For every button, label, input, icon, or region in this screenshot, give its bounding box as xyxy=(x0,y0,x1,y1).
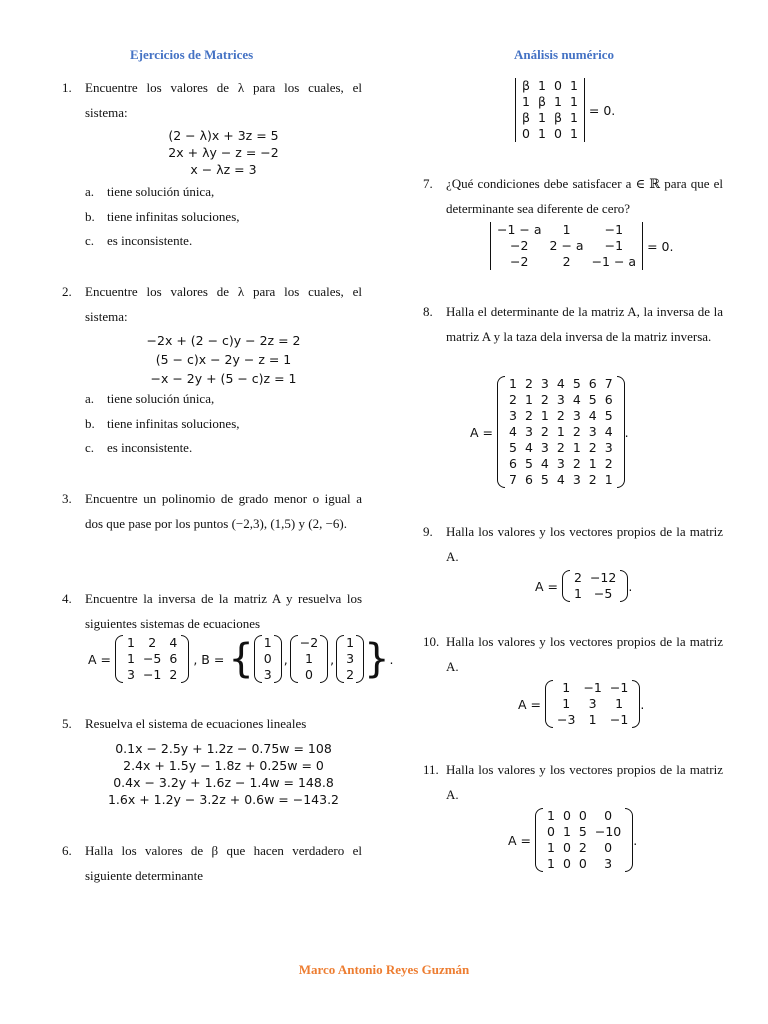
matrix-cell: −5 xyxy=(593,586,613,601)
matrix-cell: 3 xyxy=(540,440,549,455)
matrix-cell: 4 xyxy=(572,392,581,407)
matrix-row xyxy=(123,651,181,667)
matrix-row xyxy=(493,238,640,254)
matrix-cell: 4 xyxy=(588,408,597,423)
option-a: a. tiene solución única, xyxy=(85,184,215,199)
matrix-cell: 2 xyxy=(556,440,565,455)
matrix-cell: 1 xyxy=(574,586,582,601)
matrix-row xyxy=(518,78,582,94)
matrix-cell: 0 xyxy=(562,840,571,855)
matrix-cell: 0 xyxy=(604,808,613,823)
matrix-cell: 2 xyxy=(540,424,549,439)
option-b: b. tiene infinitas soluciones, xyxy=(85,208,240,224)
matrix-cell: 0 xyxy=(578,808,587,823)
matrix-cell: 1 xyxy=(547,856,555,871)
matrix-cell: 5 xyxy=(578,824,587,839)
exercise-1-equations xyxy=(85,127,362,178)
matrix-row xyxy=(505,408,617,424)
exercise-2-number: 2. xyxy=(62,284,72,299)
matrix-cell: 1 xyxy=(127,651,135,666)
matrix-cell: 2 xyxy=(588,472,597,487)
matrix-cell: 2 xyxy=(604,456,613,471)
exercise-5-text: Resuelva el sistema de ecuaciones lineales xyxy=(85,716,307,731)
matrix-row xyxy=(553,680,632,696)
exercise-9-matrix: A = 2 −12 1 −5 . xyxy=(535,570,633,601)
matrix-cell: 2 xyxy=(556,408,565,423)
equation: −x − 2y + (5 − c)z = 1 xyxy=(150,371,297,386)
matrix-cell: 6 xyxy=(169,651,178,666)
exercise-8-number: 8. xyxy=(423,304,433,319)
matrix-cell: −1 xyxy=(583,680,602,695)
option-b: b. tiene infinitas soluciones, xyxy=(85,415,240,431)
determinant-cell: 1 xyxy=(538,126,546,141)
determinant-cell: 0 xyxy=(553,78,562,93)
exercise-11-matrix: A = 1 0 0 0 0 1 5 −10 1 0 2 0 1 0 0 3 . xyxy=(508,808,638,871)
matrix-cell: 7 xyxy=(509,472,517,487)
exercise-9-text: Halla los valores y los vectores propios de la matriz A. xyxy=(446,524,723,564)
vector-cell: 0 xyxy=(263,651,272,666)
matrix-cell: 1 xyxy=(547,808,555,823)
matrix-cell: 5 xyxy=(604,408,613,423)
equation: 2x + λy − z = −2 xyxy=(168,145,279,160)
matrix-row xyxy=(543,808,625,824)
matrix-cell: 2 xyxy=(148,635,157,650)
matrix-cell: 4 xyxy=(556,472,565,487)
matrix-cell: 0 xyxy=(562,856,571,871)
determinant-cell: −1 xyxy=(604,238,624,253)
option-c: c. es inconsistente. xyxy=(85,233,193,248)
matrix-cell: 3 xyxy=(604,440,613,455)
exercise-5-equations xyxy=(85,740,362,808)
matrix-cell: 1 xyxy=(556,424,565,439)
determinant-cell: 1 xyxy=(562,222,571,237)
vector-cell: 2 xyxy=(346,667,355,682)
vector-cell: 1 xyxy=(304,651,313,666)
matrix-cell: 1 xyxy=(604,472,613,487)
equation: (5 − c)x − 2y − z = 1 xyxy=(155,352,292,367)
matrix-cell: −10 xyxy=(594,824,622,839)
exercise-6-determinant: β 1 0 1 1 β 1 1 β 1 β 1 0 1 0 1 = 0. xyxy=(515,78,615,142)
exercise-8-matrix: A = 1 2 3 4 5 6 7 2 1 2 3 4 5 6 3 2 1 2 3 4 5 4 3 2 1 2 3 4 5 4 3 2 1 2 3 6 5 4 3 2 1 2 7 6 5 4 3 2 1 . xyxy=(470,376,629,487)
determinant-cell: 0 xyxy=(522,126,530,141)
vector-cell: 3 xyxy=(346,651,355,666)
exercise-2-text: Encuentre los valores de λ para los cuales, el sistema: xyxy=(85,284,362,324)
matrix-cell: 2 xyxy=(524,376,533,391)
determinant-cell: 2 − a xyxy=(549,238,584,253)
matrix-row xyxy=(493,222,640,238)
matrix-cell: 1 xyxy=(572,440,581,455)
matrix-row xyxy=(505,440,617,456)
matrix-cell: 1 xyxy=(509,376,517,391)
matrix-cell: 0 xyxy=(578,856,587,871)
matrix-row xyxy=(123,667,181,683)
option-c: c. es inconsistente. xyxy=(85,440,193,455)
vector-cell: −2 xyxy=(299,635,319,650)
matrix-row xyxy=(518,94,582,110)
matrix-row xyxy=(505,392,617,408)
matrix-cell: 3 xyxy=(524,424,533,439)
exercise-7-determinant: −1 − a 1 −1 −2 2 − a −1 −2 2 −1 − a = 0. xyxy=(490,222,673,270)
matrix-cell: 3 xyxy=(572,408,581,423)
matrix-cell: 1 xyxy=(562,680,571,695)
matrix-cell: 4 xyxy=(169,635,178,650)
exercise-9-number: 9. xyxy=(423,524,433,539)
matrix-cell: −12 xyxy=(589,570,617,585)
matrix-cell: 4 xyxy=(509,424,517,439)
determinant-cell: 2 xyxy=(562,254,571,269)
matrix-cell: 0 xyxy=(604,840,613,855)
matrix-cell: 1 xyxy=(562,824,571,839)
option-a: a. tiene solución única, xyxy=(85,391,215,406)
matrix-b-label: , B = xyxy=(193,651,225,667)
matrix-cell: 1 xyxy=(588,712,597,727)
matrix-cell: 1 xyxy=(127,635,135,650)
matrix-cell: 2 xyxy=(540,392,549,407)
matrix-cell: 1 xyxy=(540,408,549,423)
matrix-cell: 3 xyxy=(588,424,597,439)
matrix-cell: 2 xyxy=(572,424,581,439)
equation: (2 − λ)x + 3z = 5 xyxy=(168,128,279,143)
matrix-row xyxy=(505,456,617,472)
matrix-row xyxy=(505,424,617,440)
column-vector xyxy=(290,635,328,683)
matrix-cell: 5 xyxy=(540,472,549,487)
equation: 0.1x − 2.5y + 1.2z − 0.75w = 108 xyxy=(115,741,332,756)
matrix-cell: 3 xyxy=(127,667,135,682)
equation: 0.4x − 3.2y + 1.6z − 1.4w = 148.8 xyxy=(113,775,334,790)
matrix-cell: 3 xyxy=(604,856,613,871)
determinant-cell: 1 xyxy=(569,126,578,141)
determinant-cell: −2 xyxy=(510,254,529,269)
determinant-cell: 1 xyxy=(553,94,562,109)
matrix-row xyxy=(543,840,625,856)
matrix-cell: 2 xyxy=(574,570,582,585)
determinant-cell: 1 xyxy=(538,110,546,125)
matrix-cell: 3 xyxy=(556,456,565,471)
matrix-cell: 4 xyxy=(540,456,549,471)
page-header-right: Análisis numérico xyxy=(514,47,615,62)
determinant-cell: β xyxy=(522,110,530,125)
vector-cell: 1 xyxy=(346,635,355,650)
exercise-3-text: Encuentre un polinomio de grado menor o igual a dos que pase por los puntos (−2,3), (1,5) y (2, −6). xyxy=(85,491,362,531)
matrix-row xyxy=(570,586,620,602)
exercise-2-equations xyxy=(85,331,362,388)
matrix-cell: 0 xyxy=(547,824,555,839)
matrix-cell: 1 xyxy=(615,696,624,711)
matrix-row xyxy=(518,110,582,126)
matrix-cell: 3 xyxy=(540,376,549,391)
matrix-row xyxy=(505,376,617,392)
exercise-10-number: 10. xyxy=(423,634,440,649)
matrix-cell: 1 xyxy=(588,456,597,471)
exercise-1-text: Encuentre los valores de λ para los cuales, el sistema: xyxy=(85,80,362,120)
matrix-cell: 3 xyxy=(556,392,565,407)
matrix-cell: 6 xyxy=(524,472,533,487)
matrix-cell: −3 xyxy=(557,712,576,727)
matrix-cell: 7 xyxy=(604,376,613,391)
equation: 1.6x + 1.2y − 3.2z + 0.6w = −143.2 xyxy=(107,792,340,807)
matrix-cell: 6 xyxy=(588,376,597,391)
determinant-cell: 1 xyxy=(569,110,578,125)
matrix-row xyxy=(553,712,632,728)
matrix-cell: 1 xyxy=(547,840,555,855)
matrix-row xyxy=(123,635,181,651)
matrix-cell: −1 xyxy=(609,712,629,727)
matrix-cell: −1 xyxy=(142,667,162,682)
matrix-cell: 3 xyxy=(572,472,581,487)
matrix-row xyxy=(570,570,620,586)
determinant-cell: β xyxy=(553,110,562,125)
matrix-b-set: { 1 0 3 , −2 1 0 , 1 3 2 } xyxy=(228,635,390,682)
matrix-cell: −1 xyxy=(609,680,629,695)
determinant-cell: 1 xyxy=(538,78,546,93)
matrix-cell: 2 xyxy=(572,456,581,471)
determinant-cell: −1 xyxy=(604,222,624,237)
determinant-cell: β xyxy=(537,94,546,109)
exercise-4-text: Encuentre la inversa de la matriz A y resuelva los siguientes sistemas de ecuaciones xyxy=(85,591,362,631)
matrix-cell: 2 xyxy=(588,440,597,455)
matrix-row xyxy=(493,254,640,270)
exercise-4-number: 4. xyxy=(62,591,72,606)
vector-cell: 1 xyxy=(263,635,272,650)
determinant-cell: 1 xyxy=(569,78,578,93)
column-vector xyxy=(336,635,364,683)
exercise-2-options xyxy=(85,387,240,461)
exercise-8-text: Halla el determinante de la matriz A, la inversa de la matriz A y la taza dela inversa de la matriz inversa. xyxy=(446,304,723,344)
page-header-left: Ejercicios de Matrices xyxy=(130,47,254,62)
matrix-cell: 4 xyxy=(524,440,533,455)
determinant-cell: 0 xyxy=(553,126,562,141)
matrix-row xyxy=(505,472,617,488)
determinant-cell: 1 xyxy=(522,94,530,109)
matrix-cell: −5 xyxy=(142,651,162,666)
equation: x − λz = 3 xyxy=(190,162,257,177)
exercise-5-number: 5. xyxy=(62,716,72,731)
equation: −2x + (2 − c)y − 2z = 2 xyxy=(146,333,301,348)
matrix-cell: 1 xyxy=(524,392,533,407)
matrix-cell: 0 xyxy=(562,808,571,823)
exercise-1-number: 1. xyxy=(62,80,72,95)
matrix-cell: 2 xyxy=(169,667,178,682)
vector-cell: 0 xyxy=(304,667,313,682)
matrix-cell: 2 xyxy=(524,408,533,423)
exercise-1-options xyxy=(85,180,240,254)
determinant-cell: −1 − a xyxy=(497,222,542,237)
exercise-10-matrix: A = 1 −1 −1 1 3 1 −3 1 −1 . xyxy=(518,680,645,727)
matrix-cell: 2 xyxy=(509,392,517,407)
exercise-7-number: 7. xyxy=(423,176,433,191)
matrix-row xyxy=(553,696,632,712)
exercise-10-text: Halla los valores y los vectores propios de la matriz A. xyxy=(446,634,723,674)
determinant-cell: −2 xyxy=(510,238,529,253)
exercise-11-number: 11. xyxy=(423,762,439,777)
set-open-brace: { xyxy=(228,636,254,682)
matrix-cell: 6 xyxy=(604,392,613,407)
matrix-cell: 5 xyxy=(588,392,597,407)
equation: 2.4x + 1.5y − 1.8z + 0.25w = 0 xyxy=(123,758,324,773)
determinant-cell: 1 xyxy=(569,94,578,109)
matrix-a-label: A = xyxy=(88,651,111,667)
exercise-3-number: 3. xyxy=(62,491,72,506)
matrix-row xyxy=(518,126,582,142)
matrix-cell: 2 xyxy=(578,840,587,855)
column-vector xyxy=(254,635,282,683)
matrix-cell: 5 xyxy=(509,440,517,455)
matrix-cell: 5 xyxy=(572,376,581,391)
set-close-brace: } xyxy=(364,636,390,682)
exercise-6-number: 6. xyxy=(62,843,72,858)
exercise-6-text: Halla los valores de β que hacen verdadero el siguiente determinante xyxy=(85,843,362,883)
matrix-row xyxy=(543,824,625,840)
matrix-cell: 5 xyxy=(524,456,533,471)
exercise-11-text: Halla los valores y los vectores propios de la matriz A. xyxy=(446,762,723,802)
matrix-cell: 4 xyxy=(604,424,613,439)
matrix-cell: 4 xyxy=(556,376,565,391)
matrix-a xyxy=(115,635,189,683)
determinant-cell: −1 − a xyxy=(591,254,637,269)
matrix-row xyxy=(543,856,625,872)
vector-cell: 3 xyxy=(263,667,272,682)
author-footer: Marco Antonio Reyes Guzmán xyxy=(298,962,470,977)
exercise-4-matrices: A = 1 2 4 1 −5 6 3 −1 2 , B = { 1 0 3 , −2 1 0 , 1 3 2 } . xyxy=(88,635,394,682)
exercise-7-text: ¿Qué condiciones debe satisfacer a ∈ ℝ para que el determinante sea diferente de cero? xyxy=(446,176,723,216)
matrix-cell: 1 xyxy=(562,696,571,711)
matrix-cell: 3 xyxy=(509,408,517,423)
matrix-cell: 3 xyxy=(588,696,597,711)
determinant-cell: β xyxy=(522,78,530,93)
matrix-cell: 6 xyxy=(509,456,517,471)
